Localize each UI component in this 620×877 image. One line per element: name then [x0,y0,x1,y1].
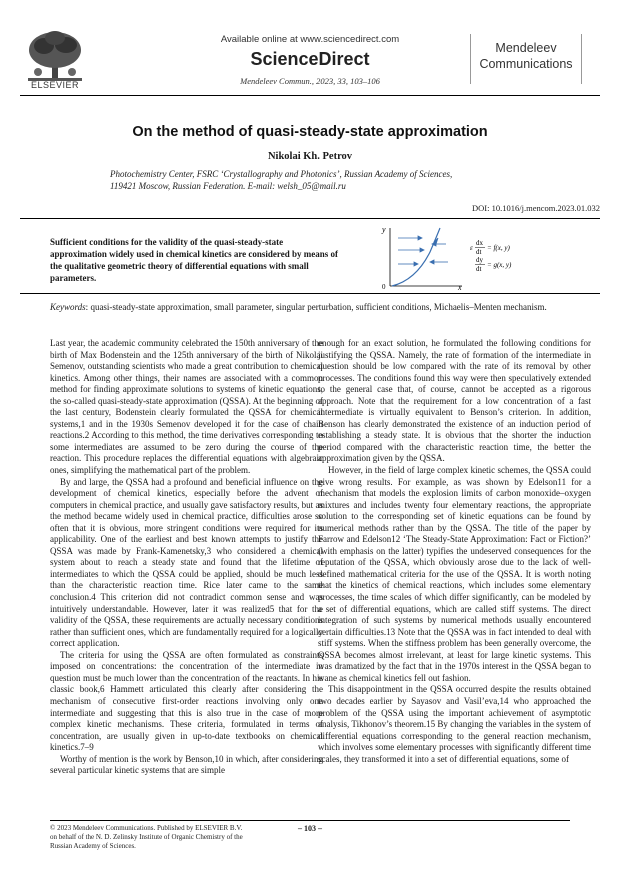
journal-name-line2: Communications [479,57,573,71]
paragraph: enough for an exact solution, he formulated the following conditions for justifying the QSSA. Namely, the rate of formation of the intermediate in question should be low compared with the rate of its removal by other processes. The conditions found this way were then speculatively extended to the general case that, of course, cannot be accepted as a rigorous approach. Note that the requirement for a low concentration of a fast intermediate is virtually equivalent to Benson’s criterion. In addition, Benson has clearly demonstrated the existence of an induction period of establishing a steady state. It is obvious that the shorter the induction period compared with the characteristic reaction time, the better the approximation given by the QSSA. [318,338,591,464]
axis-x-label: x [458,283,462,290]
axis-y-label: y [382,225,386,234]
copyright-footer [50,824,300,851]
slow-manifold-curve [392,228,440,286]
paragraph: By and large, the QSSA had a profound and beneficial influence on the development of chemical kinetics, especially before the advent of computers in chemical practice, and usually gave satisfactory results, but as the method became widely used in chemical practice, difficulties arose so often that it is obvious, more stringent conditions were required for its applicability. One of the earliest and best known attempts to justify the QSSA was made by Frank-Kamenetsky,3 who considered a chemical system about to reach a steady state and found that the lifetime of intermediates to which the QSSA could be applied, should be much less than the characteristic reaction time. Rice later came to the same conclusion.4 This criterion did not contradict common sense and was intuitively understandable. However, later it was realized5 that for the validity of the QSSA, these requirements are actually necessary conditions rather than sufficient ones, which are fundamentally required for a logically correct application. [50,476,323,649]
header-center [200,34,420,86]
affiliation-line1: Photochemistry Center, FSRC ‘Crystallography and Photonics’, Russian Academy of Sciences, [110,169,453,179]
footer-line2: on behalf of the N. D. Zelinsky Institute of Organic Chemistry of the [50,833,243,841]
abstract-bottom-divider [20,293,600,294]
footer-line3: Russian Academy of Sciences. [50,842,136,850]
graphical-abstract-text: Sufficient conditions for the validity of the quasi-steady-state approximation widely used in chemical kinetics are considered by means of the qualitative geometric theory of differential equations with small parameters. [50,237,339,283]
eq2-numerator: dy [476,256,483,264]
body-right-column [318,338,591,765]
journal-name-line1: Mendeleev [495,41,557,55]
origin-label: 0 [382,283,386,290]
doi: DOI: 10.1016/j.mencom.2023.01.032 [472,203,600,213]
paragraph: Worthy of mention is the work by Benson,10 in which, after considering several particular kinetic systems that are simple [50,753,323,776]
footer-divider [50,820,570,821]
header-divider [20,95,600,96]
article-title: On the method of quasi-steady-state approximation [132,124,488,140]
paragraph: Last year, the academic community celebrated the 150th anniversary of the birth of Max Bodenstein and the 125th anniversary of the birth of Nikolai Semenov, outstanding scientists who made a great contribution to chemical kinetics. Among other things, their names are associated with a common method for finding approximate solutions to systems of kinetic equations, the so-called quasi-steady-state approximation (QSSA). At the beginning of the last century, Bodenstein clearly formulated the QSSA for chemical systems,1 and in the 1930s Semenov developed it for the case of chain reactions.2 According to this method, the time derivatives corresponding to some intermediates are assumed to be zero during the course of the reaction. This procedure replaces the differential equations with algebraic ones, simplifying the mathematical part of the problem. [50,338,323,476]
journal-citation: Mendeleev Commun., 2023, 33, 103–106 [240,76,380,86]
publisher-logo-text: ELSEVIER [30,80,80,90]
affiliation-line2: 119421 Moscow, Russian Federation. E-mail: welsh_05@mail.ru [110,181,346,191]
eq1-denominator: dt [476,248,482,256]
elsevier-tree-logo-icon [22,28,88,88]
eq2-denominator: dt [476,265,482,273]
eq1-numerator: dx [476,239,483,247]
abstract-top-divider [20,218,600,219]
author-name: Nikolai Kh. Petrov [267,151,353,162]
page-number: – 103 – [298,824,322,833]
paragraph: However, in the field of large complex kinetic schemes, the QSSA could give wrong results. For example, as was shown by Edelson11 for a mechanism that models the explosion limits of carbon monoxide–oxygen mixtures and includes twenty four elementary reactions, the appropriate solution to the corresponding set of kinetic equations can be found by numerical methods rather than by the QSSA. The title of the paper by Farrow and Edelson12 ‘The Steady-State Approximation: Fact or Fiction?’ (with emphasis on the latter) typifies the undeserved consequences for the reputation of the QSSA, which obviously arose due to the lack of well-defined mathematical criteria for the use of the QSSA. It is worth noting that the kinetics of chemical reactions, which includes some elementary processes, the time scales of which differ significantly, can be modeled by a set of differential equations, which are called stiff systems. The direct integration of such systems by numerical methods usually encountered certain difficulties.13 Note that the QSSA was in fact intended to deal with stiff systems. When the stiffness problem has been generally overcome, the QSSA becomes almost irrelevant, at least for large kinetic systems. This was dramatized by the fact that in the 1970s interest in the QSSA began to wane as chemical kinetics fell out fashion. [318,465,591,683]
sciencedirect-wordmark: ScienceDirect [250,49,370,69]
keywords: Keywords: quasi-steady-state approximation, small parameter, singular perturbation, sufficient conditions, Michaelis–Menten mechanism. [50,302,547,312]
keywords-list: quasi-steady-state approximation, small parameter, singular perturbation, sufficient conditions, Michaelis–Menten mechanism. [90,302,547,312]
body-left-column [50,338,323,777]
paragraph: This disappointment in the QSSA occurred despite the results obtained two decades earlier by Sayasov and Vasil’eva,14 who approached the problem of the QSSA using the important achievement of asymptotic analysis, Tikhonov’s theorem.15 By changing the variables in the system of differential equations corresponding to the general reaction mechanism, which involves some elementary processes with significantly different time scales, they transformed it into a set of differential equations, some of [318,684,591,764]
eq2-rhs: = g(x, y) [487,261,512,269]
paragraph: The criteria for using the QSSA are often formulated as constraints imposed on concentrations: the concentration of the intermediate in question must be much lower than the concentration of the reactants. In his classic book,6 Hammett articulated this clearly after considering the mechanism of consecutive first-order reactions involving only one intermediate and suggesting that this is also true in the case of more complex kinetic mechanisms. These criteria, formulated in terms of concentration, are usually given in up-to-date textbooks on chemical kinetics.7–9 [50,649,323,753]
affiliation [110,168,530,192]
footer-line1: © 2023 Mendeleev Communications. Published by ELSEVIER B.V. [50,824,243,832]
keywords-label: Keywords [50,302,86,312]
graphical-abstract-figure [378,224,528,290]
eq1-epsilon: ε [470,244,473,252]
available-online: Available online at www.sciencedirect.com [220,34,400,45]
eq1-rhs: = f(x, y) [487,244,510,252]
journal-name-box [470,34,582,84]
